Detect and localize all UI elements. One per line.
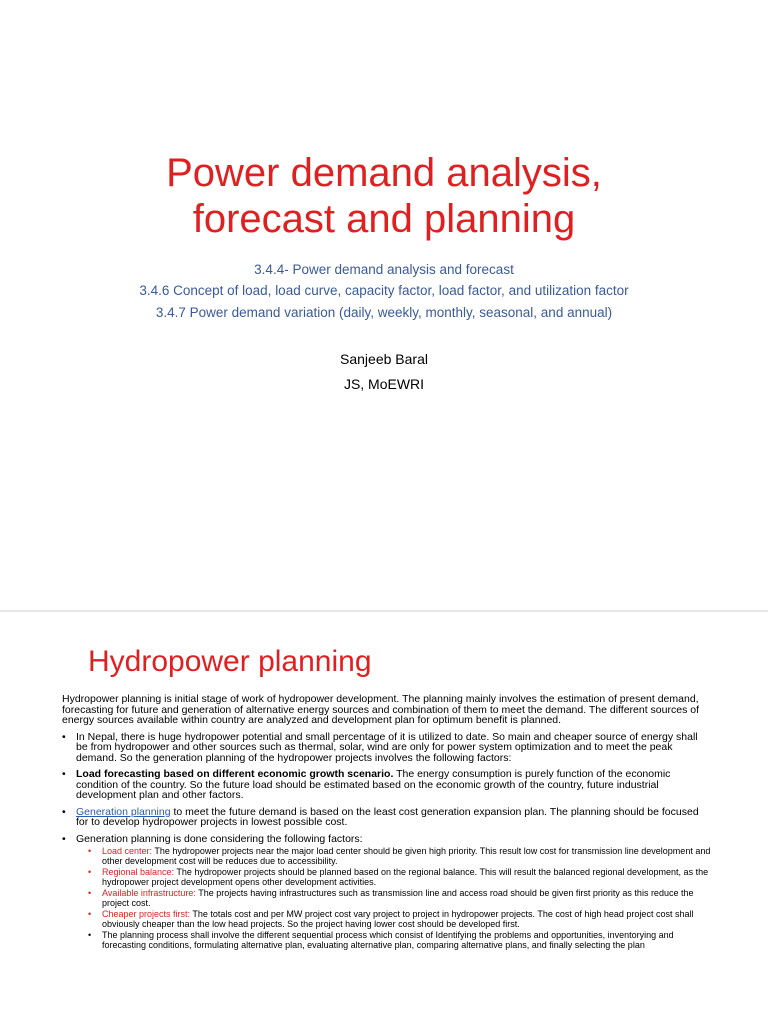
author-role: JS, MoEWRI	[343, 376, 425, 392]
slide-heading: Hydropower planning	[88, 645, 372, 678]
bullet-text: The energy consumption is purely function of the economic condition of the country. So the future load should be estimated based on the economic growth of the country, future industrial development plan and other factors.	[76, 768, 671, 801]
author-name: Sanjeeb Baral	[340, 351, 428, 367]
bullet-text: In Nepal, there is huge hydropower potential and small percentage of it is utilized to date. So main and cheaper source of energy shall be from hydropower and other sources such as thermal, solar, wind are only for power system optimization and to meet the peak demand. So the generation planning of the hydropower projects involves the following factors:	[76, 730, 698, 764]
bullet-text: to meet the future demand is based on the least cost generation expansion plan. The planning should be focused for to develop hydropower projects in lowest possible cost.	[76, 805, 699, 828]
bullet-text: Generation planning is done considering the following factors:	[76, 832, 363, 845]
sub-list-item	[88, 847, 712, 866]
list-item	[62, 732, 712, 764]
sub-item-text: The projects having infrastructures such as transmission line and access road should be given first priority as this reduce the project cost.	[102, 888, 694, 908]
content-slide	[0, 612, 768, 1024]
subtitle-topic-1: 3.4.4- Power demand analysis and forecast	[254, 262, 514, 277]
sub-item-text: The hydropower projects should be planned based on the regional balance. This will result the balanced regional development, as the hydropower project development opens other development activities.	[102, 867, 709, 887]
sub-item-label: Regional balance:	[102, 867, 175, 877]
bullet-bold-text: Load forecasting based on different economic growth scenario.	[76, 768, 394, 780]
sub-list-item	[88, 931, 712, 950]
list-item	[62, 834, 712, 951]
sub-item-label: Load center:	[102, 846, 153, 856]
sub-list-item	[88, 889, 712, 908]
intro-paragraph: Hydropower planning is initial stage of work of hydropower development. The planning mainly involves the estimation of present demand, forecasting for future and generation of alternative energy sources and combination of them to meet the demand. The different sources of energy sources available within country are analyzed and development plan for optimum benefit is planned.	[62, 693, 699, 726]
sub-item-text: The planning process shall involve the different sequential process which consist of Identifying the problems and opportunities, inventorying and forecasting conditions, formulating alternative plan, evaluating alternative plan, comparing alternative plans, and finally selecting the plan	[102, 930, 674, 950]
sub-item-label: Cheaper projects first:	[102, 909, 191, 919]
list-item	[62, 807, 712, 828]
subtitle-topic-3: 3.4.7 Power demand variation (daily, weekly, monthly, seasonal, and annual)	[155, 305, 613, 320]
slide-title-line-2: forecast and planning	[192, 197, 576, 241]
bullet-list	[62, 732, 712, 951]
sub-item-label: Available infrastructure:	[102, 888, 196, 898]
slide-title-line-1: Power demand analysis,	[166, 151, 602, 195]
sub-item-text: The hydropower projects near the major load center should be given high priority. This result low cost for transmission line development and other development cost will be reduces due to accessibility.	[102, 846, 711, 866]
subtitle-topic-2: 3.4.6 Concept of load, load curve, capacity factor, load factor, and utilization factor	[139, 283, 629, 298]
generation-planning-link[interactable]: Generation planning	[76, 805, 171, 818]
slide-body	[62, 694, 712, 950]
sub-list-item	[88, 868, 712, 887]
list-item	[62, 769, 712, 801]
sub-bullet-list	[88, 847, 712, 950]
sub-item-text: The totals cost and per MW project cost vary project to project in hydropower projects. The cost of high head project cost shall obviously cheaper than the low head projects. So the project having lower cost should be developed first.	[102, 909, 694, 929]
sub-list-item	[88, 910, 712, 929]
